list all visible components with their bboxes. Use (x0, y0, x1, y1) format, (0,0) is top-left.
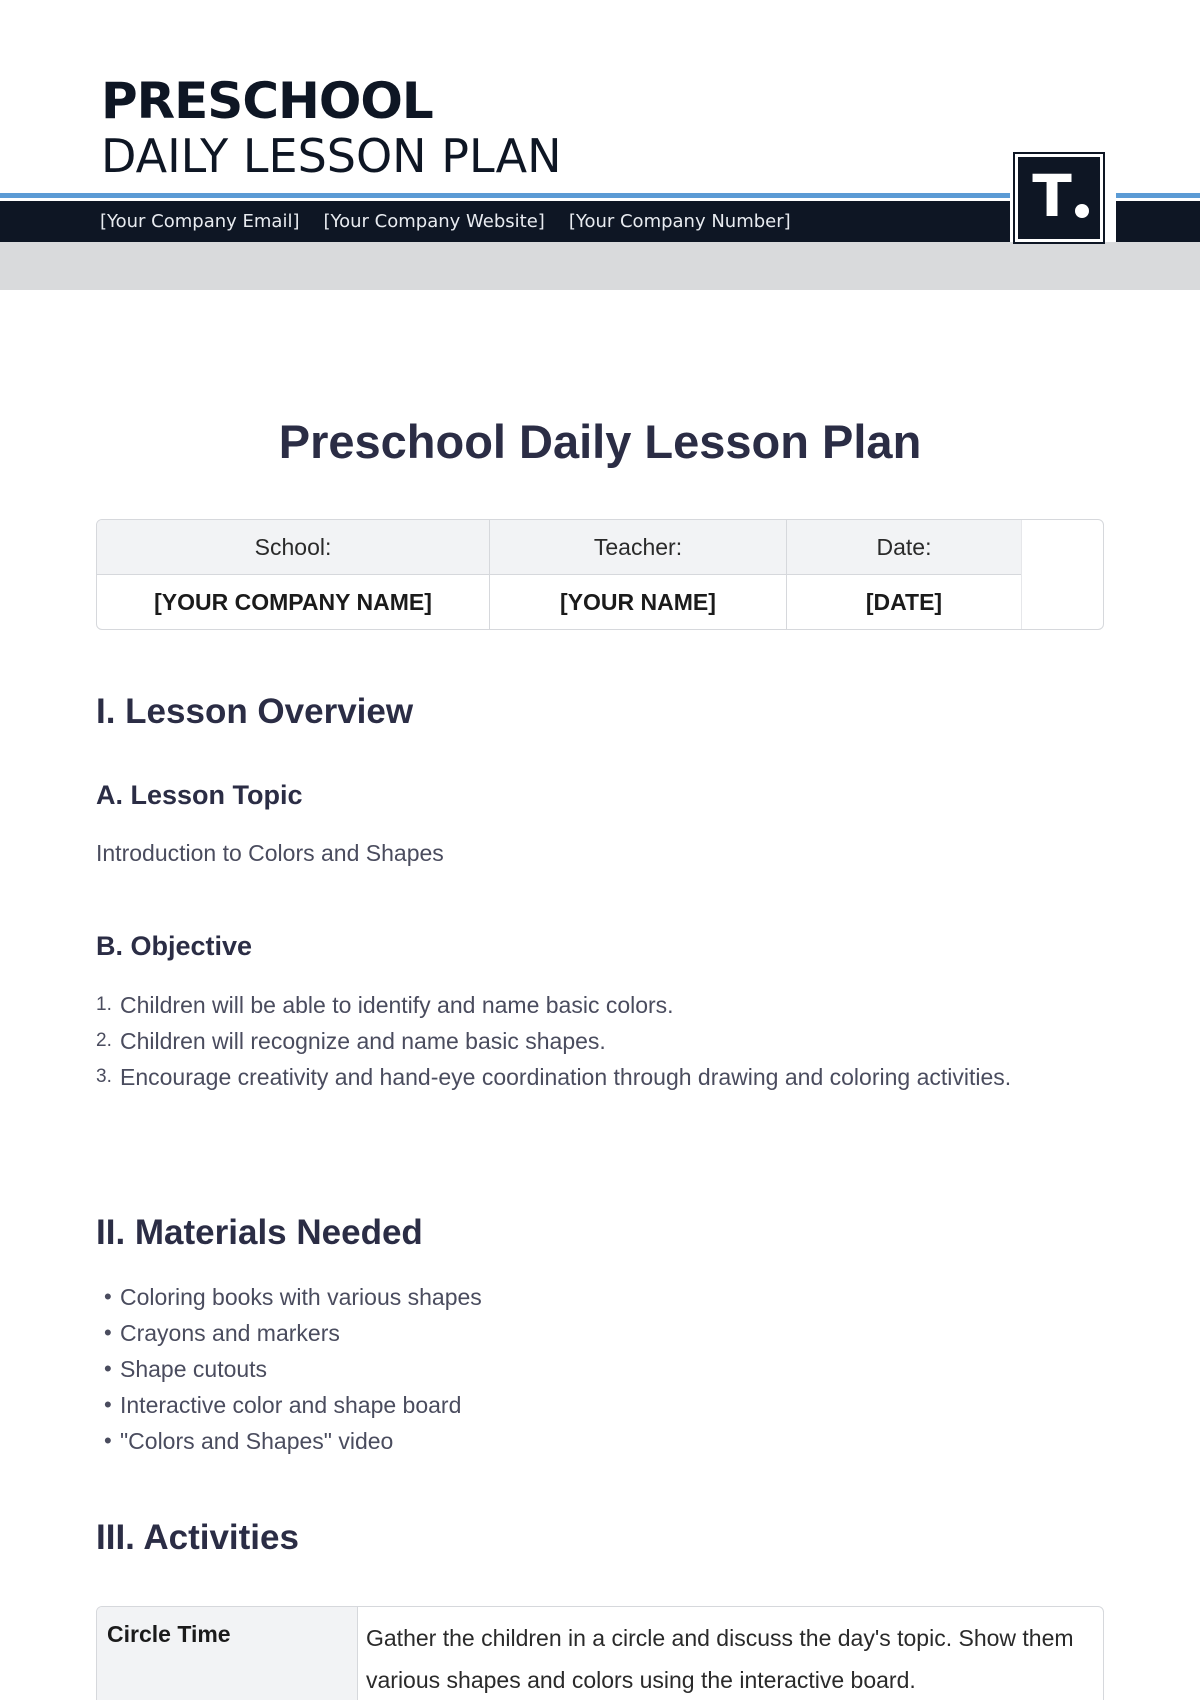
info-table (96, 519, 1104, 630)
company-number: [Your Company Number] (568, 211, 791, 232)
activity-label: Circle Time (97, 1607, 358, 1700)
list-item: • Interactive color and shape board (96, 1387, 482, 1423)
activity-description: Gather the children in a circle and discuss the day's topic. Show them various shapes and colors using the interactive board. (366, 1625, 1074, 1693)
company-logo (1015, 154, 1103, 242)
document-title: Preschool Daily Lesson Plan (278, 415, 922, 468)
activities-table (96, 1606, 1104, 1700)
section-heading-lesson-overview: I. Lesson Overview (96, 692, 414, 731)
info-column-date (787, 520, 1022, 630)
list-item: • Shape cutouts (96, 1351, 482, 1387)
objective-text: Encourage creativity and hand-eye coordination through drawing and coloring activities. (120, 1064, 1012, 1090)
logo-letter: T (1032, 162, 1072, 230)
info-column-teacher (490, 520, 787, 630)
objective-text: Children will recognize and name basic shapes. (120, 1028, 606, 1054)
subheading-lesson-topic: A. Lesson Topic (96, 780, 303, 810)
header-accent-line-right (1116, 193, 1200, 198)
info-header-teacher: Teacher: (490, 520, 786, 575)
list-item: • "Colors and Shapes" video (96, 1423, 482, 1459)
company-email: [Your Company Email] (100, 211, 300, 232)
info-column-school (97, 520, 490, 630)
brand-title-line1: PRESCHOOL (101, 72, 433, 130)
materials-list (96, 1279, 482, 1459)
list-item: • Crayons and markers (96, 1315, 482, 1351)
header-accent-line (0, 193, 1010, 198)
subheading-objective: B. Objective (96, 931, 253, 961)
objective-text: Children will be able to identify and name basic colors. (120, 992, 674, 1018)
company-contacts (100, 201, 791, 242)
info-value-date: [DATE] (865, 589, 943, 615)
info-header-school: School: (97, 520, 489, 575)
section-heading-activities: III. Activities (96, 1518, 299, 1557)
list-item: 2. Children will recognize and name basic shapes. (96, 1028, 606, 1054)
section-heading-materials: II. Materials Needed (96, 1213, 423, 1252)
lesson-topic-text: Introduction to Colors and Shapes (96, 840, 444, 866)
brand-title (101, 72, 562, 182)
list-item: • Coloring books with various shapes (96, 1279, 482, 1315)
brand-title-line2: DAILY LESSON PLAN (101, 129, 562, 183)
list-item: 1. Children will be able to identify and name basic colors. (96, 992, 674, 1018)
info-header-date: Date: (787, 520, 1021, 575)
info-value-school: [YOUR COMPANY NAME] (154, 589, 432, 615)
info-value-teacher: [YOUR NAME] (560, 589, 716, 615)
logo-dot (1075, 204, 1089, 218)
header-grey-band (0, 242, 1200, 290)
header-dark-band-right (1116, 201, 1200, 242)
company-website: [Your Company Website] (323, 211, 545, 232)
objective-list (96, 987, 1056, 1095)
list-item: 3. Encourage creativity and hand-eye coordination through drawing and coloring activities. (96, 1064, 1012, 1090)
